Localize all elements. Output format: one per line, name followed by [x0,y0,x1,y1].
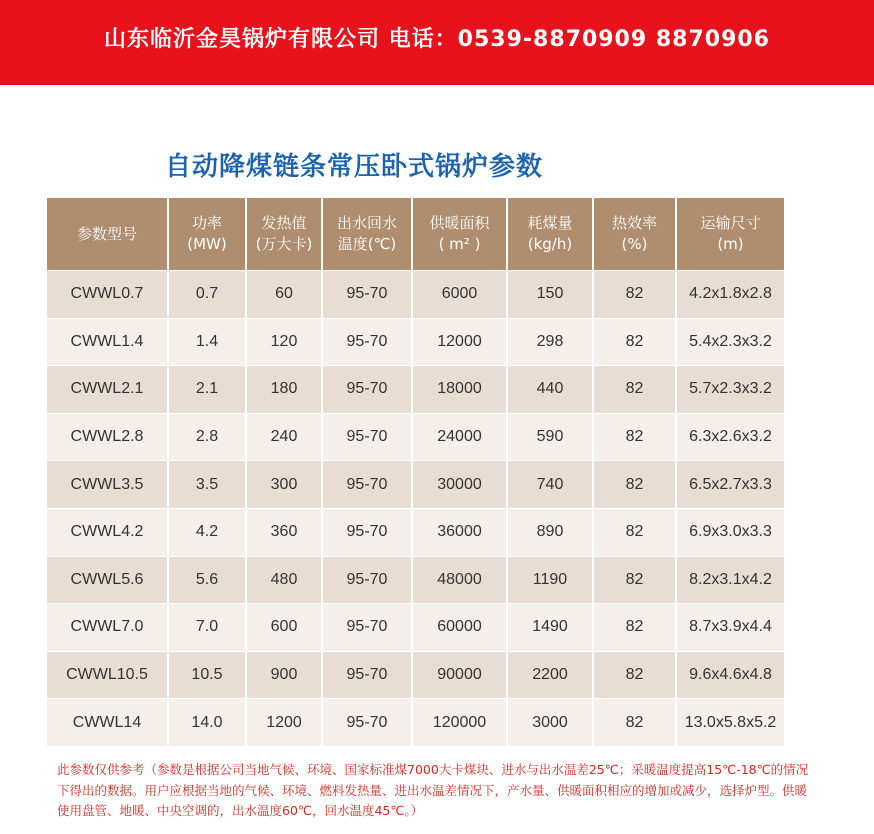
table-cell: 9.6x4.6x4.8 [676,651,784,699]
table-cell: 890 [507,508,593,556]
column-header [593,198,676,271]
table-cell: 95-70 [322,461,412,509]
table-cell: 48000 [412,556,507,604]
table-cell: 4.2 [168,508,246,556]
column-header [676,198,784,271]
column-header-unit: ( m² ) [438,235,481,253]
table-cell: 7.0 [168,604,246,652]
table-cell: CWWL3.5 [47,461,168,509]
table-cell: 2.1 [168,366,246,414]
column-header-label: 耗煤量 [527,214,573,232]
table-cell: 30000 [412,461,507,509]
company-contact-text: 山东临沂金昊锅炉有限公司 电话：0539-8870909 8870906 [104,27,770,52]
table-cell: 6.9x3.0x3.3 [676,508,784,556]
table-row [47,461,784,509]
table-cell: 82 [593,271,676,319]
table-row [47,651,784,699]
table-cell: 12000 [412,318,507,366]
table-cell: CWWL7.0 [47,604,168,652]
table-cell: CWWL10.5 [47,651,168,699]
column-header-unit: 温度(℃) [337,235,397,253]
table-row [47,699,784,746]
column-header-label: 供暖面积 [429,214,490,232]
table-cell: 5.6 [168,556,246,604]
table-cell: CWWL14 [47,699,168,746]
table-cell: 2200 [507,651,593,699]
table-cell: 18000 [412,366,507,414]
table-cell: 95-70 [322,413,412,461]
table-cell: 95-70 [322,556,412,604]
table-cell: 5.4x2.3x3.2 [676,318,784,366]
table-cell: 150 [507,271,593,319]
table-cell: 240 [246,413,322,461]
table-cell: 82 [593,651,676,699]
table-cell: 36000 [412,508,507,556]
table-cell: CWWL2.1 [47,366,168,414]
table-cell: CWWL0.7 [47,271,168,319]
column-header-label: 功率 [191,214,222,232]
table-cell: 8.2x3.1x4.2 [676,556,784,604]
table-cell: 82 [593,366,676,414]
table-cell: 60 [246,271,322,319]
table-cell: 440 [507,366,593,414]
column-header-unit: (%) [621,235,648,253]
table-cell: CWWL5.6 [47,556,168,604]
table-cell: 82 [593,699,676,746]
table-cell: 4.2x1.8x2.8 [676,271,784,319]
table-cell: 82 [593,461,676,509]
table-cell: 95-70 [322,651,412,699]
table-cell: 298 [507,318,593,366]
table-cell: 82 [593,508,676,556]
table-cell: 120000 [412,699,507,746]
table-cell: 360 [246,508,322,556]
table-cell: 120 [246,318,322,366]
table-cell: 6.5x2.7x3.3 [676,461,784,509]
column-header [246,198,322,271]
table-cell: 13.0x5.8x5.2 [676,699,784,746]
table-cell: 90000 [412,651,507,699]
table-body [47,271,784,746]
table-cell: 480 [246,556,322,604]
table-cell: 740 [507,461,593,509]
table-cell: 82 [593,413,676,461]
column-header-unit: (m) [717,235,744,253]
column-header-label: 参数型号 [76,224,137,243]
column-header [168,198,246,271]
table-cell: 6.3x2.6x3.2 [676,413,784,461]
table-cell: 1490 [507,604,593,652]
table-cell: 6000 [412,271,507,319]
header-banner [0,0,874,85]
page-title: 自动降煤链条常压卧式锅炉参数 [165,152,544,182]
column-header [507,198,593,271]
table-cell: 300 [246,461,322,509]
table-cell: CWWL2.8 [47,413,168,461]
table-row [47,271,784,319]
column-header [47,198,168,271]
table-row [47,366,784,414]
table-cell: 3.5 [168,461,246,509]
table-cell: 95-70 [322,699,412,746]
table-cell: 5.7x2.3x3.2 [676,366,784,414]
table-cell: 60000 [412,604,507,652]
table-row [47,508,784,556]
disclaimer-note: 此参数仅供参考（参数是根据公司当地气候、环境、国家标准煤7000大卡煤块、进水与出水温差25℃；采暖温度提高15℃-18℃的情况下得出的数据。用户应根据当地的气候、环境、燃料发热量、进出水温差情况下，产水量、供暖面积相应的增加或减少，选择炉型。供暖使用盘管、地暖、中央空调的，出水温度60℃，回水温度45℃。） [57,762,809,818]
table-cell: 590 [507,413,593,461]
table-cell: CWWL1.4 [47,318,168,366]
table-cell: 82 [593,604,676,652]
table-cell: 14.0 [168,699,246,746]
table-cell: 1.4 [168,318,246,366]
table-cell: 3000 [507,699,593,746]
column-header-label: 热效率 [611,214,657,232]
table-cell: 24000 [412,413,507,461]
table-row [47,413,784,461]
table-cell: 95-70 [322,508,412,556]
table-cell: 10.5 [168,651,246,699]
table-cell: 1200 [246,699,322,746]
table-cell: 180 [246,366,322,414]
column-header-label: 运输尺寸 [700,214,761,232]
column-header-unit: (万大卡) [255,235,313,253]
table-cell: 95-70 [322,604,412,652]
table-row [47,318,784,366]
table-cell: 600 [246,604,322,652]
table-row [47,556,784,604]
table-cell: 95-70 [322,271,412,319]
table-cell: 95-70 [322,366,412,414]
table-cell: 2.8 [168,413,246,461]
column-header [412,198,507,271]
table-cell: 82 [593,318,676,366]
column-header-label: 发热值 [261,214,307,232]
table-cell: 1190 [507,556,593,604]
boiler-parameter-table [47,198,784,746]
table-cell: 82 [593,556,676,604]
table-header-row [47,198,784,271]
column-header-unit: (kg/h) [527,235,573,253]
column-header [322,198,412,271]
table-row [47,604,784,652]
table-cell: 900 [246,651,322,699]
column-header-unit: (MW) [187,235,227,253]
table-cell: CWWL4.2 [47,508,168,556]
column-header-label: 出水回水 [336,214,397,232]
table-cell: 8.7x3.9x4.4 [676,604,784,652]
table-cell: 95-70 [322,318,412,366]
table-cell: 0.7 [168,271,246,319]
